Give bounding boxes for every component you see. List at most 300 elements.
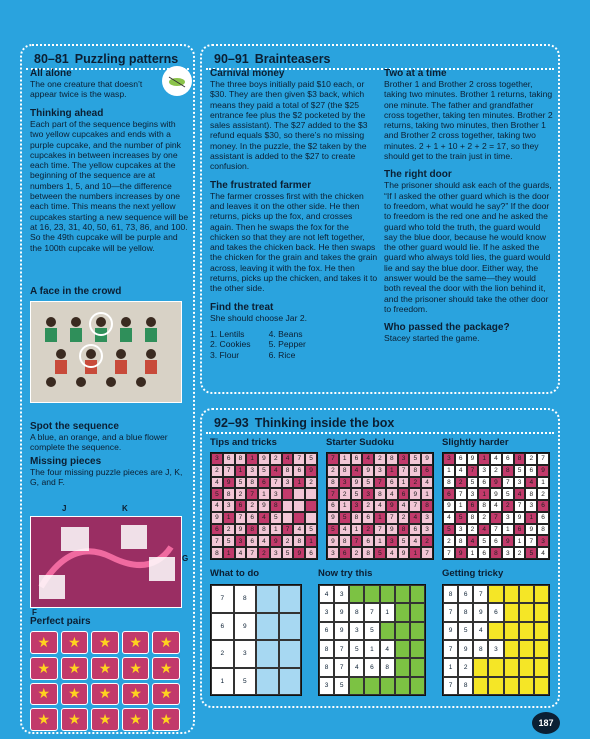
sudoku-cell: 4: [282, 453, 294, 465]
sudoku-cell: 6: [351, 453, 363, 465]
sudoku-cell: 1: [374, 535, 386, 547]
kakuro-cell: 8: [380, 658, 395, 676]
sudoku-cell: 6: [398, 488, 410, 500]
kakuro-cell: [395, 585, 410, 603]
sudoku-cell: 7: [455, 488, 467, 500]
sudoku-cell: 1: [478, 488, 490, 500]
kakuro-cell: [519, 603, 534, 621]
kakuro-cell: 4: [319, 585, 334, 603]
sudoku-cell: 4: [514, 488, 526, 500]
sudoku-cell: 8: [421, 500, 433, 512]
kakuro-cell: [534, 603, 549, 621]
sudoku-cell: 3: [502, 512, 514, 524]
sudoku-cell: 8: [409, 465, 421, 477]
kakuro-cell: 4: [473, 622, 488, 640]
kakuro-cell: 1: [364, 640, 379, 658]
kakuro-cell: 5: [364, 622, 379, 640]
star-tile: [91, 683, 119, 706]
sudoku-cell: 7: [223, 465, 235, 477]
sudoku-cell: 2: [421, 535, 433, 547]
kakuro-cell: 9: [334, 622, 349, 640]
sudoku-cell: 1: [478, 453, 490, 465]
kakuro-cell: [279, 640, 302, 668]
sudoku-cell: 6: [502, 453, 514, 465]
sudoku-cell: 7: [398, 465, 410, 477]
kakuro-cell: [395, 603, 410, 621]
sudoku-cell: 4: [490, 453, 502, 465]
kakuro-cell: 1: [211, 668, 234, 696]
star-tile: [91, 631, 119, 654]
kakuro-cell: 5: [349, 640, 364, 658]
sudoku-cell: 3: [455, 524, 467, 536]
sudoku-cell: 7: [293, 453, 305, 465]
kakuro-cell: [279, 585, 302, 613]
sudoku-cell: 9: [537, 465, 549, 477]
sudoku-cell: 1: [223, 512, 235, 524]
carnival-heading: Carnival money: [210, 68, 285, 79]
sudoku-cell: 9: [327, 535, 339, 547]
sudoku-cell: 8: [339, 535, 351, 547]
sudoku-cell: 3: [211, 453, 223, 465]
kakuro-cell: 3: [349, 622, 364, 640]
sudoku-cell: 3: [374, 465, 386, 477]
sudoku-cell: 1: [525, 512, 537, 524]
sudoku-cell: 4: [467, 535, 479, 547]
sudoku-cell: 7: [270, 477, 282, 489]
kakuro-cell: 8: [443, 585, 458, 603]
kakuro-cell: 6: [319, 622, 334, 640]
crowd-image: [30, 301, 182, 403]
sudoku-cell: 3: [537, 535, 549, 547]
kakuro-cell: 3: [488, 640, 503, 658]
star-tile: [61, 683, 89, 706]
sudoku-cell: 8: [443, 477, 455, 489]
sudoku-cell: 6: [386, 477, 398, 489]
sudoku-cell: 2: [223, 524, 235, 536]
star-tile: [91, 708, 119, 731]
perfect-pairs-heading: Perfect pairs: [30, 616, 91, 627]
sudoku-cell: 6: [235, 500, 247, 512]
star-tile: [152, 631, 180, 654]
two-at-a-time-text: Brother 1 and Brother 2 cross together, taking two minutes. Brother 1 returns, taking one minute. The father and grandfather cross together, taking ten minutes. Brother 2 returns, taking two minutes, then Brother 1 and Brother 2 cross together, taking two minutes. 2 + 1 + 10 + 2 + 2 = 17, so they should get to the train just in time.: [384, 79, 553, 162]
sudoku-cell: 8: [467, 512, 479, 524]
sudoku-cell: 2: [305, 477, 317, 489]
sudoku-cell: 8: [478, 500, 490, 512]
carnival-text: The three boys initially paid $10 each, or $30. They are then given $3 back, which means they paid a total of $27 (the $25 entrance fee plus the $2 pocketed by the sales assistant). The $27 added to the $3 refund equals $30, so there’s no missing money. In the puzzle, the $2 taken by the assistant is added to the $27 to create confusion.: [210, 79, 368, 172]
sudoku-cell: 4: [351, 465, 363, 477]
sudoku-cell: 9: [467, 453, 479, 465]
sudoku-cell: 6: [223, 453, 235, 465]
kakuro-cell: 8: [319, 658, 334, 676]
star-tile: [152, 683, 180, 706]
sudoku-cell: 9: [455, 547, 467, 559]
kakuro-cell: [395, 622, 410, 640]
sudoku-cell: 8: [490, 547, 502, 559]
kakuro-cell: 3: [319, 603, 334, 621]
missing-pieces-heading: Missing pieces: [30, 456, 102, 467]
sudoku-cell: 6: [327, 500, 339, 512]
treat-item: 4. Beans: [268, 328, 303, 339]
sudoku-cell: 5: [502, 488, 514, 500]
sudoku-cell: 5: [525, 547, 537, 559]
sudoku-cell: 9: [490, 477, 502, 489]
spot-sequence-heading: Spot the sequence: [30, 421, 119, 432]
kakuro-cell: 5: [334, 677, 349, 695]
kakuro-cell: 7: [334, 658, 349, 676]
kakuro-cell: [256, 640, 279, 668]
star-tile: [91, 657, 119, 680]
sudoku-cell: 7: [467, 465, 479, 477]
sudoku-cell: 9: [386, 524, 398, 536]
sudoku-cell: 5: [351, 488, 363, 500]
sudoku-cell: 8: [398, 524, 410, 536]
sudoku-cell: 4: [211, 500, 223, 512]
sudoku-cell: 7: [282, 524, 294, 536]
sudoku-cell: 8: [327, 477, 339, 489]
whattodo-label: What to do: [210, 568, 260, 579]
kakuro-cell: [473, 677, 488, 695]
sudoku-cell: 1: [235, 465, 247, 477]
sudoku-cell: 2: [235, 488, 247, 500]
kakuro-cell: [519, 677, 534, 695]
kakuro-cell: [395, 640, 410, 658]
piece-label-f: F: [32, 608, 37, 617]
sudoku-cell: 4: [490, 500, 502, 512]
sudoku-cell: 7: [421, 547, 433, 559]
treat-item: 6. Rice: [268, 349, 296, 360]
kakuro-cell: [519, 585, 534, 603]
star-tile: [152, 657, 180, 680]
sudoku-cell: 5: [270, 512, 282, 524]
sudoku-cell: 2: [398, 512, 410, 524]
sudoku-cell: 7: [443, 547, 455, 559]
sudoku-cell: 2: [502, 500, 514, 512]
sudoku-cell: 5: [455, 512, 467, 524]
sudoku-cell: 1: [386, 465, 398, 477]
sudoku-cell: 7: [490, 512, 502, 524]
sudoku-cell: 5: [362, 477, 374, 489]
sudoku-cell: [293, 500, 305, 512]
sudoku-cell: 9: [258, 453, 270, 465]
kakuro-cell: [410, 603, 425, 621]
sudoku-cell: 4: [537, 547, 549, 559]
sudoku-cell: 5: [327, 524, 339, 536]
sudoku-cell: 8: [374, 488, 386, 500]
package-heading: Who passed the package?: [384, 322, 510, 334]
kakuro-cell: 9: [234, 613, 257, 641]
sudoku-cell: 1: [270, 524, 282, 536]
treat-item: 1. Lentils: [210, 328, 245, 339]
sudoku-cell: 4: [270, 465, 282, 477]
sudoku-cell: 1: [398, 477, 410, 489]
sudoku-cell: 1: [293, 477, 305, 489]
treat-item: 5. Pepper: [268, 339, 306, 350]
kakuro-cell: 9: [458, 640, 473, 658]
sudoku-cell: 4: [386, 488, 398, 500]
sudoku-cell: 7: [537, 453, 549, 465]
sudoku-cell: 4: [409, 535, 421, 547]
sudoku-cell: 2: [490, 465, 502, 477]
kakuro-cell: [395, 677, 410, 695]
sudoku-cell: 2: [362, 500, 374, 512]
treat-item: 3. Flour: [210, 349, 240, 360]
sudoku-cell: 8: [246, 477, 258, 489]
kakuro-cell: 4: [349, 658, 364, 676]
sudoku-cell: 9: [386, 500, 398, 512]
star-tile: [30, 631, 58, 654]
sudoku-cell: 7: [327, 488, 339, 500]
kakuro-cell: [395, 658, 410, 676]
sudoku-cell: 2: [211, 465, 223, 477]
sudoku-cell: [293, 488, 305, 500]
kakuro-cell: 2: [458, 658, 473, 676]
sudoku-cell: 9: [502, 535, 514, 547]
spot-sequence-text: A blue, an orange, and a blue flower complete the sequence.: [30, 432, 168, 453]
star-tile: [122, 631, 150, 654]
kakuro-cell: [256, 613, 279, 641]
sudoku-cell: 7: [235, 512, 247, 524]
sudoku-cell: 9: [362, 465, 374, 477]
sudoku-cell: 8: [339, 465, 351, 477]
sudoku-cell: [305, 488, 317, 500]
sudoku-cell: 1: [339, 500, 351, 512]
kakuro-cell: [349, 585, 364, 603]
sudoku-cell: 1: [258, 488, 270, 500]
farmer-text: The farmer crosses first with the chicken and leaves it on the other side. He then returns, picks up the fox, and crosses again. Then he swaps the fox for the chicken so that they are not left together, and takes the chicken back. He then swaps the chicken for the grain and takes the grain across, leaving it with the fox. He then returns, picks up the chicken, and takes it to the other side.: [210, 190, 378, 294]
sudoku-cell: 3: [398, 453, 410, 465]
sudoku-cell: 5: [409, 453, 421, 465]
sudoku-cell: 3: [421, 512, 433, 524]
sudoku-cell: 9: [351, 477, 363, 489]
sudoku-cell: 2: [327, 465, 339, 477]
kakuro-cell: 7: [211, 585, 234, 613]
sudoku-cell: 3: [327, 547, 339, 559]
sudoku-cell: [282, 488, 294, 500]
thinking-inside-box-panel: [200, 408, 560, 708]
sudoku-cell: 3: [502, 547, 514, 559]
sudoku-harder-grid: [442, 452, 550, 560]
sudoku-cell: 7: [351, 535, 363, 547]
sudoku-cell: 8: [258, 524, 270, 536]
kakuro-cell: [504, 585, 519, 603]
sudoku-cell: 3: [421, 524, 433, 536]
star-tile: [122, 708, 150, 731]
kakuro-cell: 5: [234, 668, 257, 696]
brainteasers-panel: [200, 44, 560, 394]
nowtry-label: Now try this: [318, 568, 373, 579]
sudoku-cell: 2: [409, 477, 421, 489]
piece-label-g: G: [182, 554, 189, 563]
sudoku-cell: 7: [502, 477, 514, 489]
star-tile: [61, 708, 89, 731]
sudoku-cell: 6: [409, 524, 421, 536]
sudoku-cell: 6: [490, 535, 502, 547]
sudoku-cell: 3: [270, 547, 282, 559]
sudoku-cell: 9: [443, 500, 455, 512]
sudoku-cell: 5: [478, 535, 490, 547]
sudoku-cell: 7: [514, 500, 526, 512]
sudoku-cell: 2: [258, 547, 270, 559]
sudoku-cell: 4: [258, 535, 270, 547]
sudoku-cell: 7: [525, 535, 537, 547]
kakuro-cell: 8: [234, 585, 257, 613]
sudoku-cell: 2: [270, 453, 282, 465]
sudoku-cell: 3: [351, 500, 363, 512]
kakuro-cell: [534, 622, 549, 640]
sudoku-cell: 9: [258, 500, 270, 512]
kakuro-cell: [534, 677, 549, 695]
thinking-ahead-heading: Thinking ahead: [30, 108, 104, 119]
kakuro-cell: [279, 613, 302, 641]
page-number-badge: [532, 712, 560, 734]
kakuro-cell: 5: [458, 622, 473, 640]
kakuro-cell: 8: [319, 640, 334, 658]
kakuro-cell: 6: [364, 658, 379, 676]
kakuro-cell: 7: [334, 640, 349, 658]
sudoku-starter-grid: [326, 452, 434, 560]
sudoku-cell: 1: [537, 477, 549, 489]
sudoku-cell: 8: [455, 535, 467, 547]
sudoku-cell: 5: [223, 535, 235, 547]
star-tile: [122, 657, 150, 680]
right-door-heading: The right door: [384, 169, 452, 181]
tricky-label: Getting tricky: [442, 568, 504, 579]
kakuro-cell: [410, 622, 425, 640]
sudoku-cell: 7: [211, 535, 223, 547]
kakuro-cell: 8: [473, 640, 488, 658]
sudoku-cell: 4: [258, 512, 270, 524]
sudoku-cell: 7: [246, 547, 258, 559]
sudoku-cell: 3: [246, 465, 258, 477]
harder-label: Slightly harder: [442, 437, 509, 448]
starter-label: Starter Sudoku: [326, 437, 395, 448]
sudoku-cell: 6: [478, 477, 490, 489]
kakuro-cell: [534, 658, 549, 676]
sudoku-cell: 3: [525, 500, 537, 512]
sudoku-cell: 7: [327, 453, 339, 465]
star-tile: [61, 631, 89, 654]
sudoku-cell: 2: [525, 453, 537, 465]
sudoku-cell: 9: [223, 477, 235, 489]
sudoku-cell: 8: [282, 465, 294, 477]
kakuro-cell: [410, 585, 425, 603]
kakuro-cell: 3: [234, 640, 257, 668]
kakuro-cell: [504, 677, 519, 695]
sudoku-cell: 9: [525, 524, 537, 536]
sudoku-cell: 3: [282, 477, 294, 489]
sudoku-cell: 6: [421, 465, 433, 477]
sudoku-cell: 1: [421, 488, 433, 500]
sudoku-cell: 9: [211, 512, 223, 524]
kakuro-cell: [534, 585, 549, 603]
star-tile: [61, 657, 89, 680]
sudoku-cell: 1: [351, 524, 363, 536]
sudoku-cell: 3: [362, 488, 374, 500]
kakuro-cell: 1: [443, 658, 458, 676]
all-alone-text: The one creature that doesn’t appear twice is the wasp.: [30, 79, 143, 100]
sudoku-cell: 9: [398, 547, 410, 559]
sudoku-cell: [305, 512, 317, 524]
sudoku-cell: 7: [246, 488, 258, 500]
package-text: Stacey started the game.: [384, 333, 480, 344]
sudoku-cell: 5: [374, 547, 386, 559]
sudoku-cell: 2: [362, 524, 374, 536]
sudoku-cell: 4: [525, 477, 537, 489]
kakuro-cell: [364, 585, 379, 603]
right-door-text: The prisoner should ask each of the guards, “If I asked the other guard which is the door to freedom, what would he say?” If the door to freedom is the red one and he asked the guard who told the truth, the guard would say the blue door, because he would know the other guard would lie. If he asked the guard who always told lies, the guard would lie and say the blue door. Either way, the answer would be the same—they would both reveal the door with the lion behind it, and the prisoner should take the other door to freedom.: [384, 180, 552, 314]
sudoku-cell: 4: [398, 500, 410, 512]
sudoku-cell: 3: [235, 535, 247, 547]
sudoku-cell: 5: [235, 477, 247, 489]
sudoku-cell: 2: [467, 524, 479, 536]
sudoku-cell: 2: [514, 547, 526, 559]
sudoku-cell: 6: [537, 500, 549, 512]
sudoku-cell: 5: [514, 465, 526, 477]
kakuro-cell: 9: [334, 603, 349, 621]
sudoku-cell: 1: [502, 524, 514, 536]
sudoku-cell: 4: [421, 477, 433, 489]
sudoku-cell: 1: [374, 512, 386, 524]
sudoku-cell: 2: [455, 477, 467, 489]
puzzling-patterns-panel: [20, 44, 195, 734]
treat-text: She should choose Jar 2.: [210, 312, 307, 323]
sudoku-cell: 9: [421, 453, 433, 465]
sudoku-cell: [282, 512, 294, 524]
kakuro-cell: [279, 668, 302, 696]
sudoku-cell: 3: [443, 453, 455, 465]
kakuro-cell: 7: [443, 677, 458, 695]
sudoku-cell: 3: [223, 500, 235, 512]
kakuro-cell: [488, 622, 503, 640]
sudoku-cell: 6: [455, 453, 467, 465]
panel-title: 80–81 Puzzling patterns: [26, 46, 189, 70]
sudoku-cell: 9: [305, 465, 317, 477]
sudoku-cell: 4: [235, 547, 247, 559]
sudoku-cell: 8: [270, 500, 282, 512]
sudoku-cell: 6: [305, 547, 317, 559]
sudoku-cell: 9: [409, 488, 421, 500]
missing-pieces-text: The four missing puzzle pieces are J, K, G, and F.: [30, 467, 183, 488]
sudoku-cell: 5: [258, 465, 270, 477]
sudoku-cell: 8: [223, 488, 235, 500]
sudoku-cell: 4: [362, 453, 374, 465]
sudoku-cell: 6: [467, 500, 479, 512]
sudoku-cell: 9: [327, 512, 339, 524]
sudoku-cell: 8: [351, 512, 363, 524]
kakuro-cell: [488, 677, 503, 695]
sudoku-cell: 1: [443, 465, 455, 477]
sudoku-cell: 9: [490, 488, 502, 500]
sudoku-cell: 4: [478, 524, 490, 536]
sudoku-cell: [282, 500, 294, 512]
sudoku-cell: [293, 512, 305, 524]
kakuro-cell: [380, 585, 395, 603]
kakuro-cell: [256, 585, 279, 613]
face-crowd-heading: A face in the crowd: [30, 286, 122, 297]
sudoku-cell: 6: [478, 547, 490, 559]
star-tile: [122, 683, 150, 706]
sudoku-cell: 4: [409, 512, 421, 524]
sudoku-cell: [305, 500, 317, 512]
sudoku-cell: 5: [467, 477, 479, 489]
sudoku-cell: 6: [362, 535, 374, 547]
panel-title: 92–93 Thinking inside the box: [206, 410, 554, 434]
perfect-pairs-grid: [30, 631, 180, 731]
kakuro-cell: [488, 585, 503, 603]
kakuro-cell: [534, 640, 549, 658]
kakuro-cell: [380, 622, 395, 640]
sudoku-cell: 5: [443, 524, 455, 536]
